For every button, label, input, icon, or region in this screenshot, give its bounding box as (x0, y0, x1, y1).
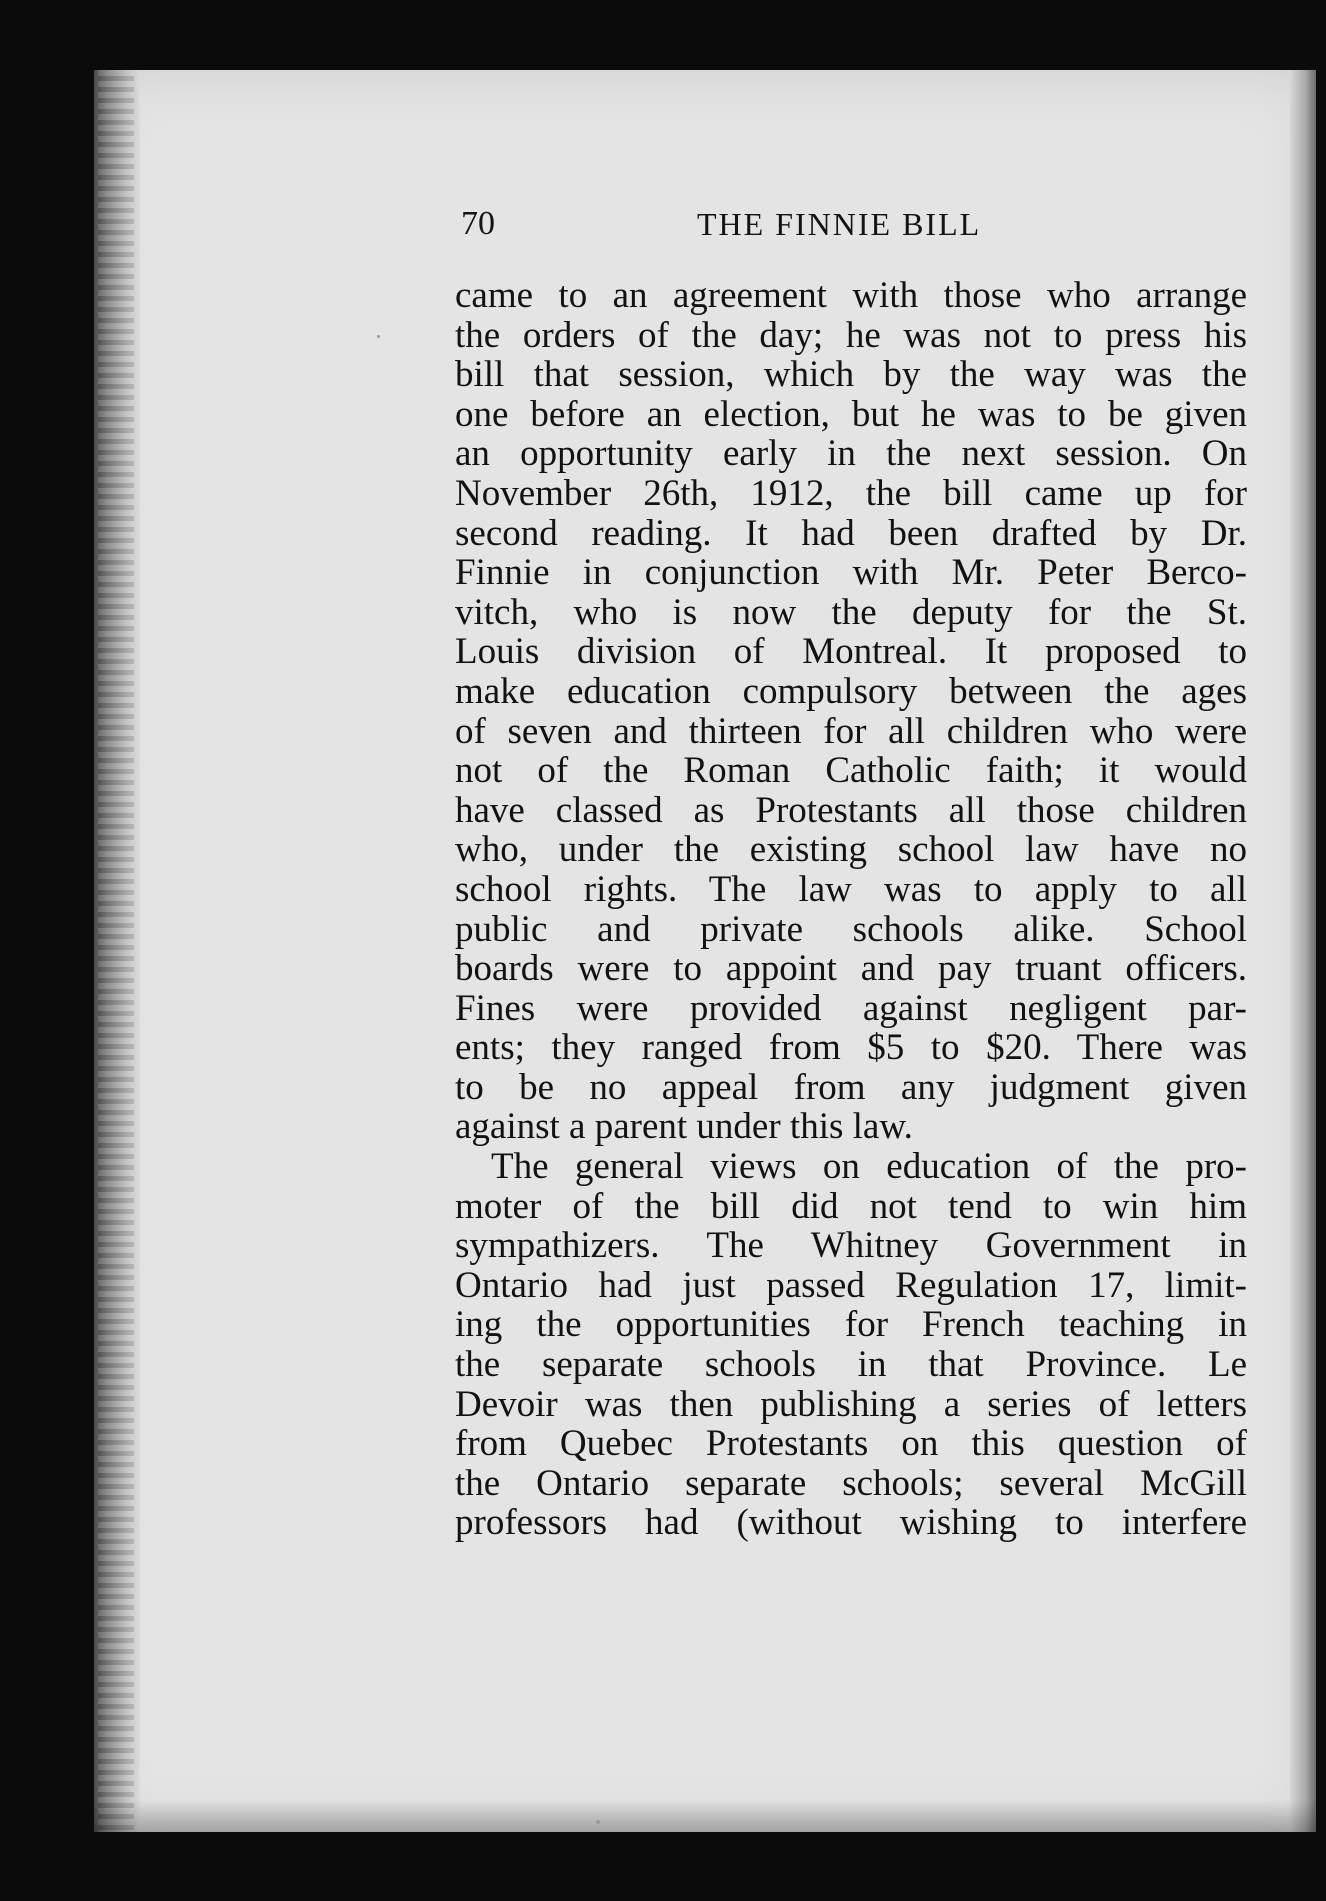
page-number: 70 (461, 205, 495, 242)
text-line: November 26th, 1912, the bill came up for (455, 472, 1247, 514)
scan-speck (377, 335, 380, 338)
text-line: came to an agreement with those who arrange (455, 275, 1247, 316)
text-line: the separate schools in that Province. Le (455, 1344, 1247, 1386)
text-line: vitch, who is now the deputy for the St. (455, 591, 1247, 633)
text-line: ing the opportunities for French teaching in (455, 1304, 1247, 1346)
text-line: who, under the existing school law have no (455, 829, 1247, 871)
text-line: second reading. It had been drafted by Dr. (455, 512, 1247, 554)
text-line: boards were to appoint and pay truant officers. (455, 948, 1247, 990)
text-line: of seven and thirteen for all children who were (455, 710, 1247, 752)
text-line: have classed as Protestants all those children (455, 789, 1247, 831)
text-line: make education compulsory between the ages (455, 670, 1247, 712)
text-line: public and private schools alike. School (455, 908, 1247, 950)
text-line: the Ontario separate schools; several McGill (455, 1462, 1247, 1504)
page-bottom-shadow (94, 1800, 1316, 1832)
text-line: Louis division of Montreal. It proposed to (455, 631, 1247, 673)
running-head (457, 200, 1247, 248)
text-line: one before an election, but he was to be given (455, 393, 1247, 435)
scan-speck (596, 1820, 600, 1824)
text-line: not of the Roman Catholic faith; it would (455, 750, 1247, 792)
text-line: professors had (without wishing to interfere (455, 1502, 1247, 1544)
text-line: from Quebec Protestants on this question of (455, 1423, 1247, 1465)
text-line: an opportunity early in the next session. On (455, 433, 1247, 475)
text-line: The general views on education of the pro- (491, 1146, 1247, 1188)
text-line: moter of the bill did not tend to win him (455, 1185, 1247, 1227)
text-line: Devoir was then publishing a series of letters (455, 1383, 1247, 1425)
text-line: school rights. The law was to apply to all (455, 868, 1247, 910)
page-right-edge (1290, 70, 1316, 1832)
text-line: to be no appeal from any judgment given (455, 1066, 1247, 1108)
text-line: against a parent under this law. (455, 1106, 913, 1148)
running-title: THE FINNIE BILL (697, 206, 982, 242)
text-line: sympathizers. The Whitney Government in (455, 1225, 1247, 1267)
text-line: Fines were provided against negligent par- (455, 987, 1247, 1029)
binding-gutter-texture (98, 70, 134, 1832)
text-line: Finnie in conjunction with Mr. Peter Berco- (455, 552, 1247, 594)
body-text (455, 276, 1247, 1543)
text-line: Ontario had just passed Regulation 17, limit- (455, 1264, 1247, 1306)
text-line: bill that session, which by the way was the (455, 354, 1247, 396)
text-line: ents; they ranged from $5 to $20. There was (455, 1027, 1247, 1069)
text-line: the orders of the day; he was not to press his (455, 314, 1247, 356)
